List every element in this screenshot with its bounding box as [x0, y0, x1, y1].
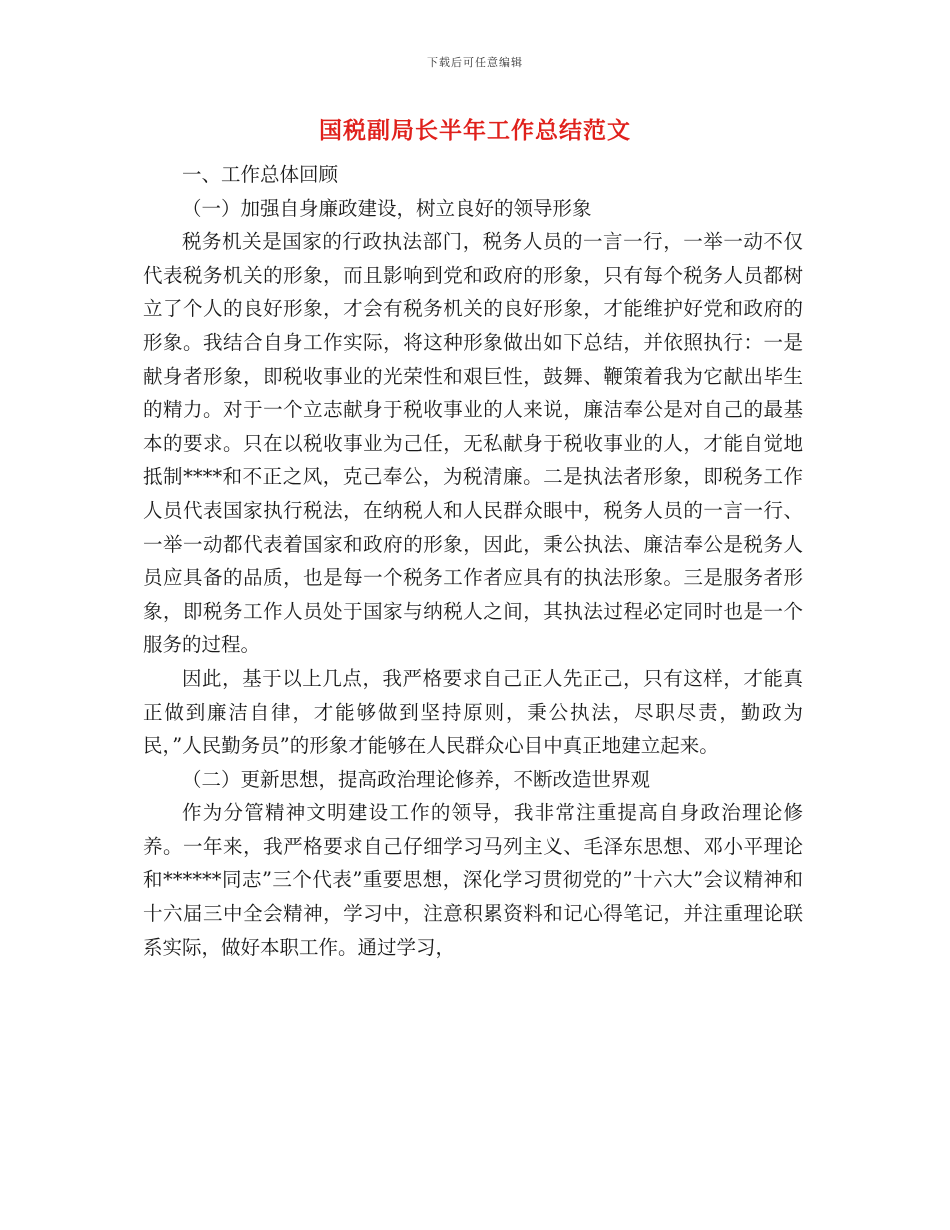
section-heading-overview: 一、工作总体回顾: [182, 163, 339, 186]
document-body: [143, 158, 803, 964]
subsection-heading-theory: （二）更新思想，提高政治理论修养，不断改造世界观: [182, 767, 651, 791]
subsection-heading-integrity: （一）加强自身廉政建设，树立良好的领导形象: [182, 196, 592, 220]
paragraph-conclusion: 因此，基于以上几点，我严格要求自己正人先正己，只有这样，才能真正做到廉洁自律，才能够做到坚持原则，秉公执法，尽职尽责，勤政为民，”人民勤务员”的形象才能够在人民群众心目中真正地建立起来。: [143, 666, 803, 758]
document-title: 国税副局长半年工作总结范文: [319, 117, 631, 144]
paragraph-study: 作为分管精神文明建设工作的领导，我非常注重提高自身政治理论修养。一年来，我严格要求自己仔细学习马列主义、毛泽东思想、邓小平理论和******同志”三个代表”重要思想，深化学习贯彻党的”十六大”会议精神和十六届三中全会精神，学习中，注意积累资料和记心得笔记，并注重理论联系实际，做好本职工作。通过学习，: [143, 801, 803, 959]
paragraph-image: 税务机关是国家的行政执法部门，税务人员的一言一行，一举一动不仅代表税务机关的形象，而且影响到党和政府的形象，只有每个税务人员都树立了个人的良好形象，才会有税务机关的良好形象，才能维护好党和政府的形象。我结合自身工作实际，将这种形象做出如下总结，并依照执行：一是献身者形象，即税收事业的光荣性和艰巨性，鼓舞、鞭策着我为它献出毕生的精力。对于一个立志献身于税收事业的人来说，廉洁奉公是对自己的最基本的要求。只在以税收事业为己任，无私献身于税收事业的人，才能自觉地抵制****和不正之风，克己奉公，为税清廉。二是执法者形象，即税务工作人员代表国家执行税法，在纳税人和人民群众眼中，税务人员的一言一行、一举一动都代表着国家和政府的形象，因此，秉公执法、廉洁奉公是税务人员应具备的品质，也是每一个税务工作者应具有的执法形象。三是服务者形象，即税务工作人员处于国家与纳税人之间，其执法过程必定同时也是一个服务的过程。: [143, 230, 803, 657]
header-note: 下载后可任意编辑: [427, 56, 523, 69]
